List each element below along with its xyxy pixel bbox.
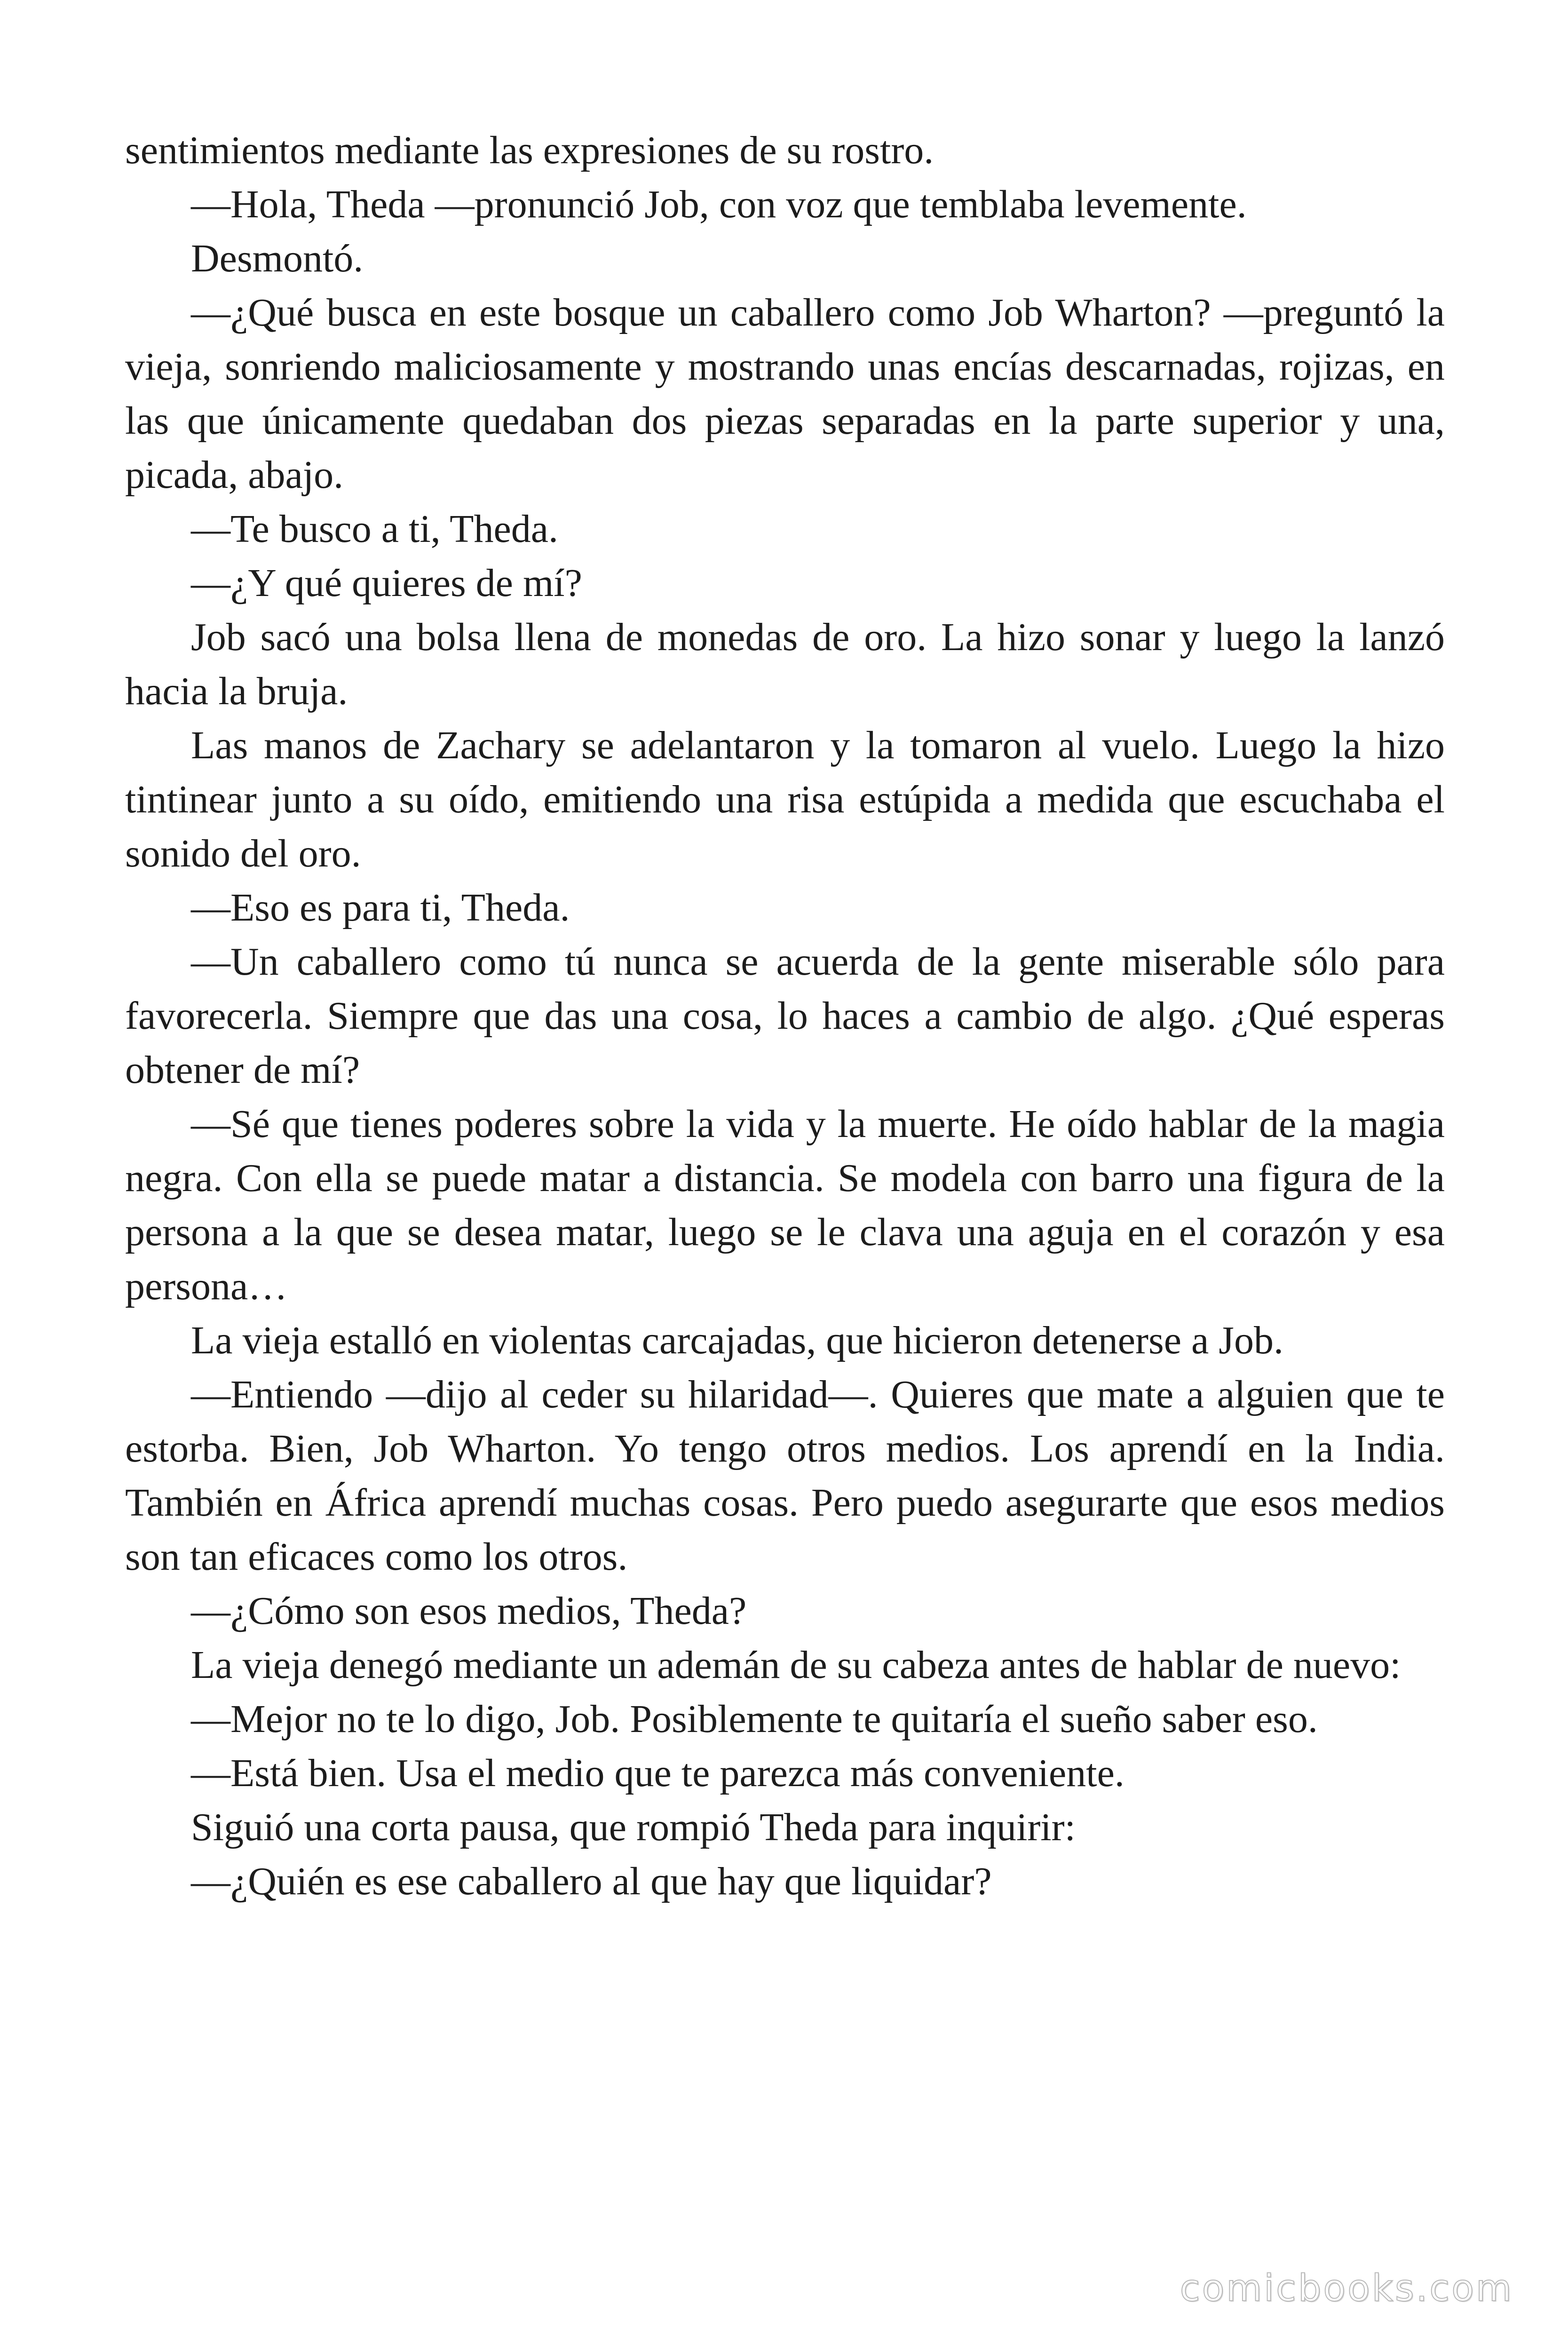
paragraph: —¿Quién es ese caballero al que hay que liquidar?	[191, 1859, 992, 1903]
paragraph: —Hola, Theda —pronunció Job, con voz que temblaba levemente.	[191, 183, 1247, 226]
paragraph: —¿Y qué quieres de mí?	[191, 561, 582, 605]
paragraph: —Un caballero como tú nunca se acuerda de la gente miserable sólo para favorecerla. Siempre que das una cosa, lo haces a cambio de algo. ¿Qué esperas obtener de mí?	[125, 940, 1445, 1092]
paragraph: —Sé que tienes poderes sobre la vida y la muerte. He oído hablar de la magia negra. Con ella se puede matar a distancia. Se modela con barro una figura de la persona a la que se desea matar, luego se le clava una aguja en el corazón y esa persona…	[125, 1102, 1445, 1308]
paragraph: —¿Qué busca en este bosque un caballero como Job Wharton? —preguntó la vieja, sonriendo maliciosamente y mostrando unas encías descarnadas, rojizas, en las que únicamente quedaban dos piezas separadas en la parte superior y una, picada, abajo.	[125, 291, 1445, 497]
paragraph: —Está bien. Usa el medio que te parezca más conveniente.	[191, 1751, 1125, 1795]
paragraph: Job sacó una bolsa llena de monedas de oro. La hizo sonar y luego la lanzó hacia la bruja.	[125, 615, 1445, 713]
paragraph: Desmontó.	[191, 237, 364, 280]
paragraph: Las manos de Zachary se adelantaron y la tomaron al vuelo. Luego la hizo tintinear junto a su oído, emitiendo una risa estúpida a medida que escuchaba el sonido del oro.	[125, 723, 1445, 875]
paragraph: La vieja estalló en violentas carcajadas, que hicieron detenerse a Job.	[191, 1319, 1283, 1362]
paragraph: La vieja denegó mediante un ademán de su cabeza antes de hablar de nuevo:	[191, 1643, 1401, 1687]
paragraph: Siguió una corta pausa, que rompió Theda para inquirir:	[191, 1805, 1076, 1849]
paragraph: —Mejor no te lo digo, Job. Posiblemente te quitaría el sueño saber eso.	[191, 1697, 1318, 1741]
paragraph: —Te busco a ti, Theda.	[191, 507, 559, 551]
paragraph: —¿Cómo son esos medios, Theda?	[191, 1589, 747, 1633]
paragraph: —Entiendo —dijo al ceder su hilaridad—. Quieres que mate a alguien que te estorba. Bien, Job Wharton. Yo tengo otros medios. Los aprendí en la India. También en África aprendí muchas cosas. Pero puedo asegurarte que esos medios son tan eficaces como los otros.	[125, 1373, 1445, 1579]
paragraph: sentimientos mediante las expresiones de su rostro.	[125, 128, 934, 172]
watermark: comicbooks.com	[1180, 2267, 1513, 2310]
body-text	[125, 123, 1445, 1908]
paragraph: —Eso es para ti, Theda.	[191, 886, 570, 930]
